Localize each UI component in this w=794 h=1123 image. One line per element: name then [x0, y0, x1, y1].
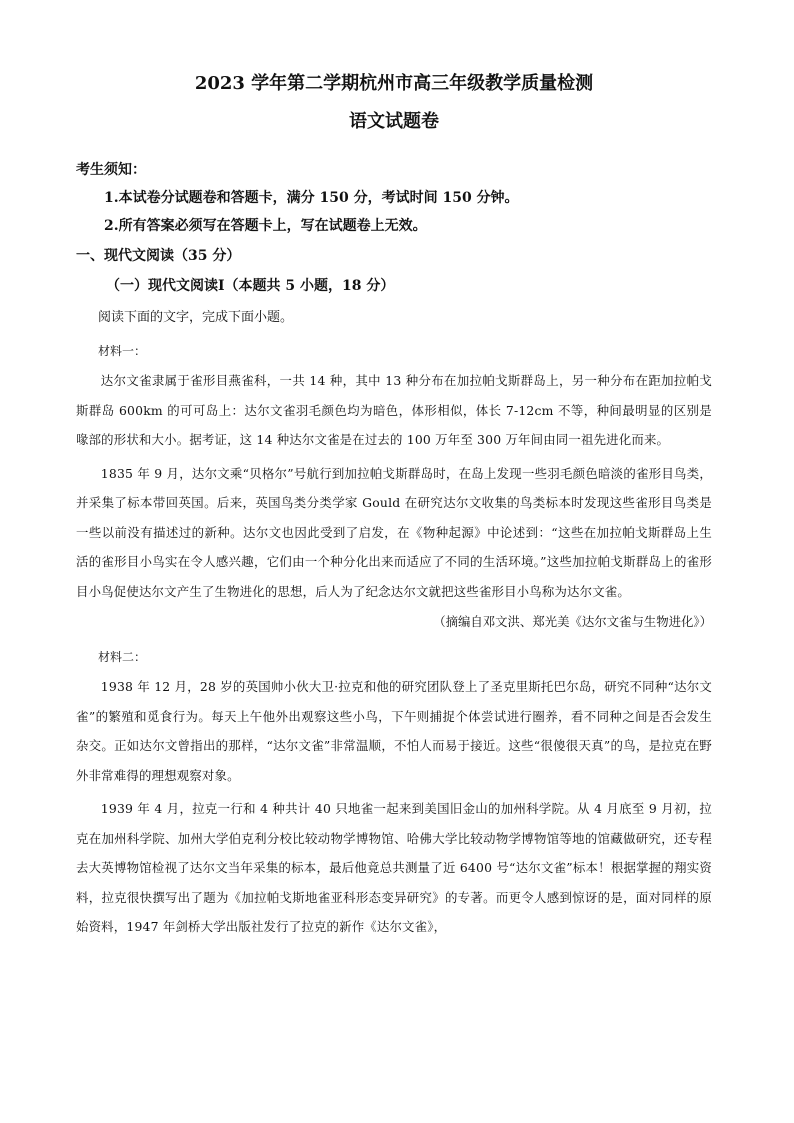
material-1-label: 材料一： [98, 344, 147, 358]
notice-item-2: 2.所有答案必须写在答题卡上，写在试题卷上无效。 [104, 218, 427, 234]
exam-subtitle: 语文试题卷 [349, 111, 439, 132]
section-heading: 一、现代文阅读（35 分） [76, 248, 241, 264]
material-1-source: （摘编自邓文洪、郑光美《达尔文雀与生物进化》） [433, 614, 712, 629]
reading-instruction: 阅读下面的文字，完成下面小题。 [98, 310, 294, 325]
subsection-heading: （一）现代文阅读Ⅰ（本题共 5 小题，18 分） [106, 278, 395, 294]
material-1-paragraph-1: 达尔文雀隶属于雀形目燕雀科，一共 14 种，其中 13 种分布在加拉帕戈斯群岛上，另一种分布在距加拉帕戈斯群岛 600km 的可可岛上：达尔文雀羽毛颜色均为暗色，体形相似，体长 7-12cm 不等，种间最明显的区别是喙部的形状和大小。据考证，这 14 种达尔文雀是在过去的 100 万年至 300 万年间由同一祖先进化而来。 [76, 373, 712, 447]
notice-item-1: 1.本试卷分试题卷和答题卡，满分 150 分，考试时间 150 分钟。 [104, 190, 519, 206]
notice-heading: 考生须知： [76, 162, 146, 178]
exam-title: 2023 学年第二学期杭州市高三年级教学质量检测 [194, 73, 594, 94]
material-2-paragraph-2: 1939 年 4 月，拉克一行和 4 种共计 40 只地雀一起来到美国旧金山的加州科学院。从 4 月底至 9 月初，拉克在加州科学院、加州大学伯克利分校比较动物学博物馆、哈佛大学比较动物学博物馆等地的馆藏做研究，还专程去大英博物馆检视了达尔文当年采集的标本，最后他竟总共测量了近 6400 号“达尔文雀”标本！根据掌握的翔实资料，拉克很快撰写出了题为《加拉帕戈斯地雀亚科形态变异研究》的专著。而更令人感到惊讶的是，面对同样的原始资料，1947 年剑桥大学出版社发行了拉克的新作《达尔文雀》， [76, 801, 712, 934]
material-2-paragraph-1: 1938 年 12 月，28 岁的英国帅小伙大卫·拉克和他的研究团队登上了圣克里斯托巴尔岛，研究不同种“达尔文雀”的繁殖和觅食行为。每天上午他外出观察这些小鸟，下午则捕捉个体尝试进行圈养，看不同种之间是否会发生杂交。正如达尔文曾指出的那样，“达尔文雀”非常温顺，不怕人而易于接近。这些“很傻很天真”的鸟，是拉克在野外非常难得的理想观察对象。 [76, 679, 712, 783]
material-2-label: 材料二： [98, 650, 147, 664]
material-1-paragraph-2: 1835 年 9 月，达尔文乘“贝格尔”号航行到加拉帕戈斯群岛时，在岛上发现一些羽毛颜色暗淡的雀形目鸟类，并采集了标本带回英国。后来，英国鸟类分类学家 Gould 在研究达尔文收集的鸟类标本时发现这些雀形目鸟类是一些以前没有描述过的新种。达尔文也因此受到了启发，在《物种起源》中论述到：“这些在加拉帕戈斯群岛上生活的雀形目小鸟实在令人感兴趣，它们由一个种分化出来而适应了不同的生活环境。”这些加拉帕戈斯群岛上的雀形目小鸟促使达尔文产生了生物进化的思想，后人为了纪念达尔文就把这些雀形目小鸟称为达尔文雀。 [76, 465, 712, 599]
